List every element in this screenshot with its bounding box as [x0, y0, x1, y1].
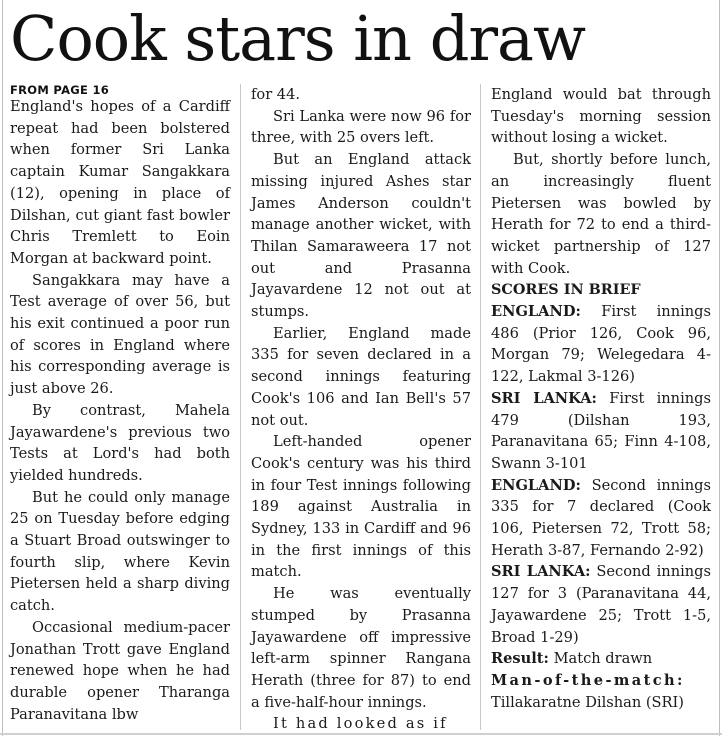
paragraph: Occasional medium-pacer Jonathan Trott gave England renewed hope when he had durable opener Tharanga Paranavitana lbw [10, 618, 230, 723]
result-line [491, 648, 711, 670]
score-team: SRI LANKA: [491, 563, 591, 581]
score-team: ENGLAND: [491, 303, 581, 321]
motm-name: Tillakaratne Dilshan (SRI) [491, 693, 684, 711]
motm-line [491, 670, 711, 692]
paragraph: England would bat through Tuesday's morning session without losing a wicket. [491, 86, 711, 147]
paragraph: By contrast, Mahela Jayawardene's previous two Tests at Lord's had both yielded hundreds. [10, 401, 230, 484]
score-text: Second innings 335 for 7 declared (Cook 106, Pietersen 72, Trott 58; Herath 3-87, Fernando 2-92) [491, 476, 712, 559]
paragraph: But he could only manage 25 on Tuesday before edging a Stuart Broad outswinger to fourth slip, where Kevin Pietersen held a sharp diving catch. [10, 488, 230, 615]
result-text: Match drawn [553, 650, 653, 668]
score-team: ENGLAND: [491, 476, 581, 494]
kicker-from-page: FROM PAGE 16 [10, 83, 110, 97]
page-border-left [2, 0, 3, 736]
article-column-3 [491, 84, 711, 713]
headline: Cook stars in draw [10, 2, 586, 75]
score-team: SRI LANKA: [491, 389, 597, 407]
scores-in-brief [491, 279, 711, 713]
score-entry [491, 561, 711, 648]
page-border-right [719, 0, 720, 736]
scores-heading: SCORES IN BRIEF [491, 281, 641, 299]
score-entry [491, 388, 711, 475]
result-label: Result: [491, 650, 549, 668]
paragraph: Sri Lanka were now 96 for three, with 25 overs left. [251, 107, 471, 147]
score-entry [491, 301, 711, 388]
score-text: Second innings 127 for 3 (Paranavitana 44, Jayawardene 25; Trott 1-5, Broad 1-29) [491, 563, 711, 646]
score-text: First innings 479 (Dilshan 193, Paranavitana 65; Finn 4-108, Swann 3-101 [491, 389, 711, 472]
column-rule [240, 84, 241, 730]
score-text: First innings 486 (Prior 126, Cook 96, Morgan 79; Welegedara 4-122, Lakmal 3-126) [491, 303, 711, 386]
article-column-1 [10, 84, 230, 725]
score-entry [491, 475, 711, 562]
paragraph: Earlier, England made 335 for seven declared in a second innings featuring Cook's 106 and Ian Bell's 57 not out. [251, 324, 471, 429]
paragraph: But an England attack missing injured Ashes star James Anderson couldn't manage another wicket, with Thilan Samaraweera 17 not out and Prasanna Jayavardene 12 not out at stumps. [251, 151, 471, 321]
paragraph: for 44. [251, 86, 301, 103]
paragraph: Sangakkara may have a Test average of over 56, but his exit continued a poor run of scores in England where his corresponding average is just above 26. [10, 271, 230, 398]
paragraph: Left-handed opener Cook's century was his third in four Test innings following 189 against Australia in Sydney, 133 in Cardiff and 96 in the first innings of this match. [251, 433, 471, 581]
paragraph: It had looked as if [273, 715, 448, 733]
motm-label: Man-of-the-match: [491, 671, 685, 689]
article-column-2 [251, 84, 471, 735]
paragraph: He was eventually stumped by Prasanna Jayawardene off impressive left-arm spinner Rangana Herath (three for 87) to end a five-half-hour innings. [251, 585, 471, 711]
paragraph: But, shortly before lunch, an increasingly fluent Pietersen was bowled by Herath for 72 to end a third-wicket partnership of 127 with Cook. [491, 151, 711, 277]
paragraph: England's hopes of a Cardiff repeat had been bolstered when former Sri Lanka captain Kumar Sangakkara (12), opening in place of Dilshan, cut giant fast bowler Chris Tremlett to Eoin Morgan at backward point. [10, 98, 230, 267]
column-rule [480, 84, 481, 730]
